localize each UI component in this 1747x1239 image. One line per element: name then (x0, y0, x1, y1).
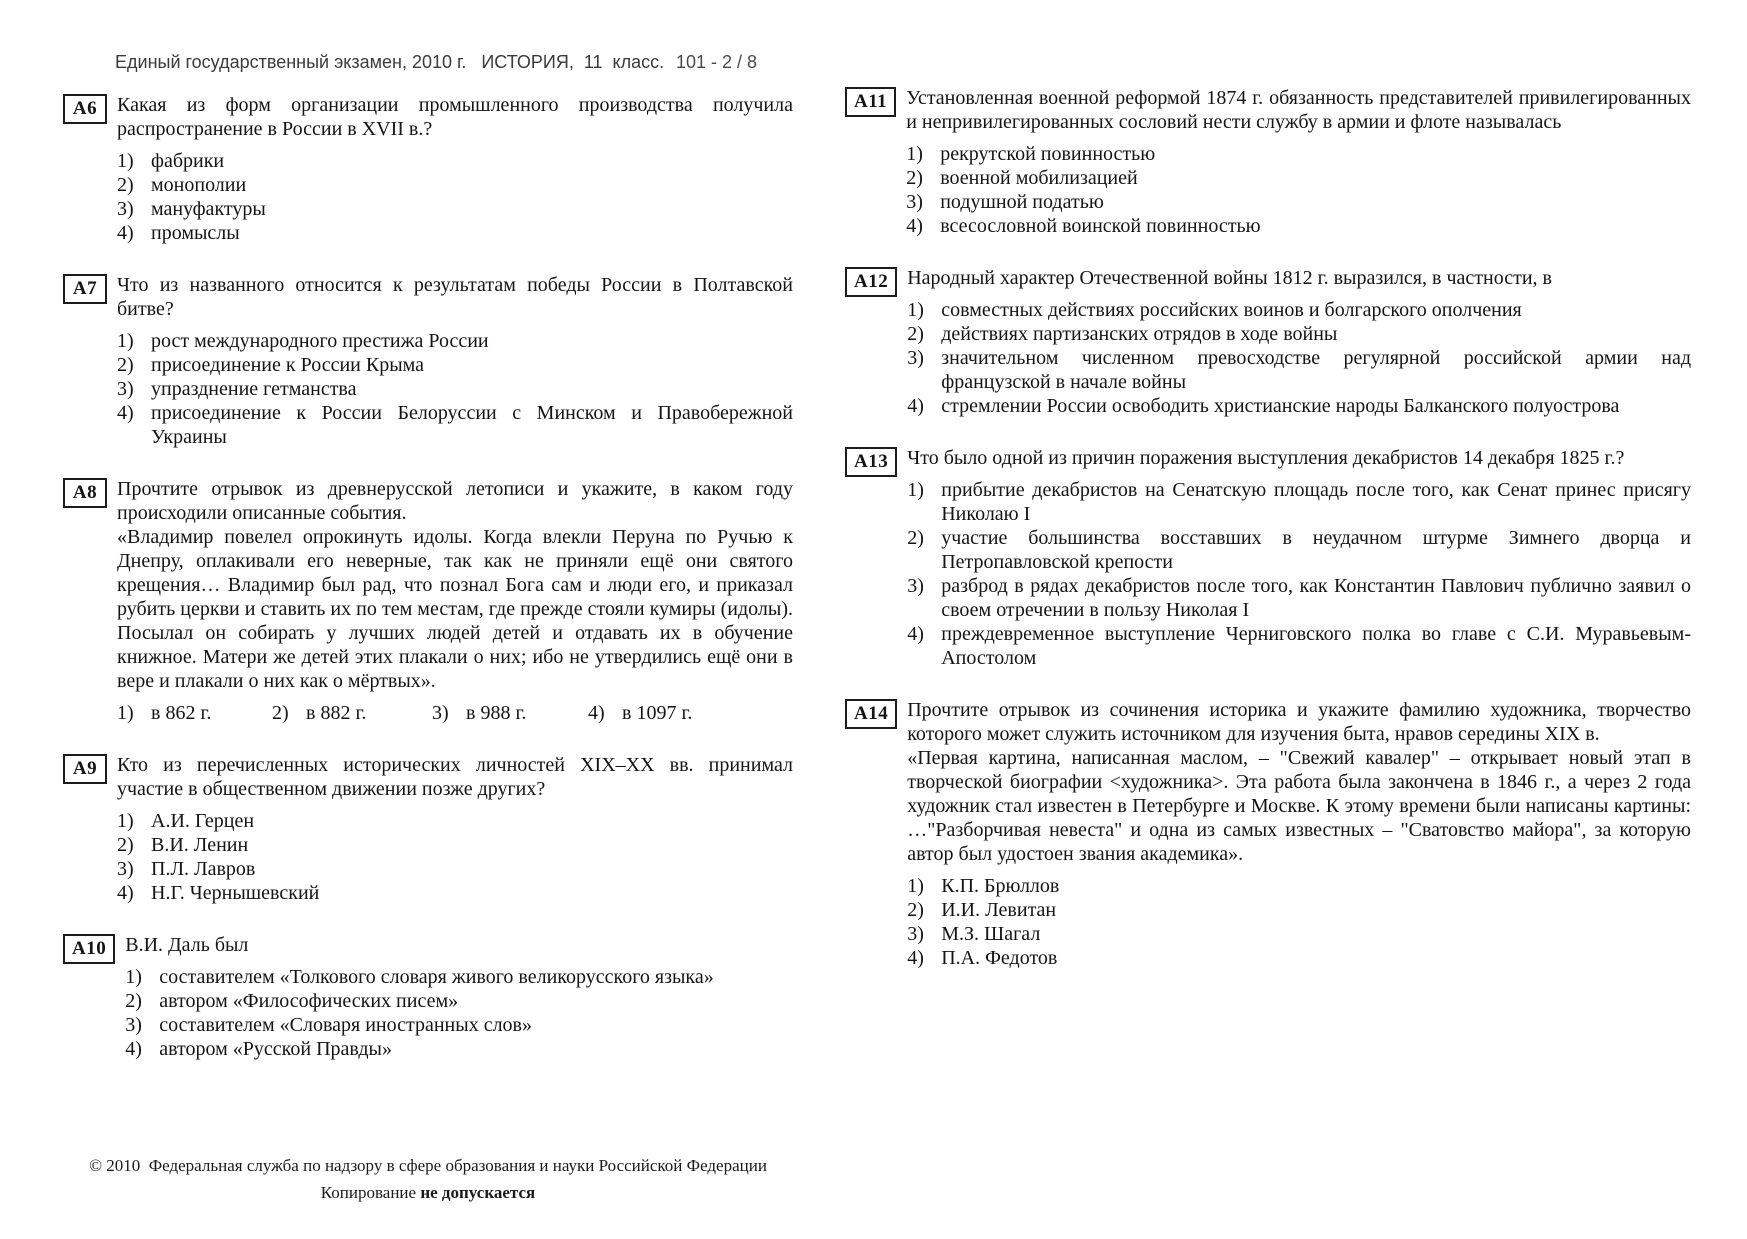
option-number: 2) (117, 354, 134, 376)
option-text: В.И. Ленин (151, 834, 249, 856)
page-footer (63, 1152, 793, 1206)
footer-notice-prefix: Копирование (320, 1183, 421, 1202)
option-number: 4) (117, 222, 134, 244)
option-text: всесословной воинской повинностью (940, 215, 1261, 237)
option-text: разброд в рядах декабристов после того, как Константин Павлович публично заявил о своем отречении в пользу Николая I (941, 575, 1691, 621)
option-text: автором «Русской Правды» (159, 1038, 392, 1060)
question-passage: «Владимир повелел опрокинуть идолы. Когда влекли Перуна по Ручью к Днепру, оплакивали его неверные, так как не приняли ещё они святого крещения… Владимир был рад, что познал Бога сам и люди его, и приказал рубить церкви и ставить их по тем местам, где прежде стояли кумиры (идолы). Посылал он собирать у лучших людей детей и отдавать их в обучение книжное. Матери же детей этих плакали о них; ибо не утвердились ещё они в вере и плакали о них как о мёртвых». (117, 526, 793, 692)
answer-option (125, 1013, 793, 1037)
answer-option (588, 701, 793, 725)
answer-option (907, 574, 1691, 622)
answer-option (117, 173, 793, 197)
right-questions (845, 86, 1691, 970)
answer-option (907, 526, 1691, 574)
option-number: 1) (117, 150, 134, 172)
option-number: 1) (907, 479, 924, 501)
option-text: присоединение к России Крыма (151, 354, 425, 376)
option-number: 4) (125, 1038, 142, 1060)
option-text: рост международного престижа России (151, 330, 489, 352)
answer-option (906, 214, 1691, 238)
option-text: присоединение к России Белоруссии с Минском и Правобережной Украины (151, 402, 793, 448)
options-list (117, 809, 793, 905)
answer-option (117, 881, 793, 905)
question-block (845, 266, 1691, 418)
question-text: Какая из форм организации промышленного производства получила распространение в России в XVII в.? (117, 94, 793, 140)
question-number-box: А13 (845, 447, 897, 477)
option-number: 4) (906, 215, 923, 237)
answer-option (117, 857, 793, 881)
question-block (63, 933, 793, 1061)
options-list (125, 965, 793, 1061)
question-body (117, 753, 793, 905)
question-body (906, 86, 1691, 238)
option-number: 2) (907, 323, 924, 345)
question-block (63, 753, 793, 905)
answer-option (907, 478, 1691, 526)
options-list (907, 874, 1691, 970)
question-number-box: А10 (63, 934, 115, 964)
options-list (117, 149, 793, 245)
option-text: преждевременное выступление Черниговского полка во главе с С.И. Муравьевым-Апостолом (941, 623, 1691, 669)
question-body (125, 933, 793, 1061)
option-text: участие большинства восставших в неудачном штурме Зимнего дворца и Петропавловской крепости (941, 527, 1691, 573)
option-number: 2) (117, 174, 134, 196)
option-text: военной мобилизацией (940, 167, 1138, 189)
option-number: 3) (125, 1014, 142, 1036)
question-body (117, 93, 793, 245)
option-number: 2) (907, 527, 924, 549)
question-body (907, 698, 1691, 970)
option-text: упразднение гетманства (151, 378, 357, 400)
option-number: 4) (117, 882, 134, 904)
options-list (906, 142, 1691, 238)
page-number: 101 - 2 / 8 (675, 52, 757, 72)
option-text: П.А. Федотов (941, 947, 1058, 969)
option-text: в 862 г. (151, 702, 212, 724)
option-number: 3) (906, 191, 923, 213)
option-number: 4) (907, 395, 924, 417)
answer-option (272, 701, 432, 725)
option-number: 4) (907, 947, 924, 969)
question-block (845, 446, 1691, 670)
question-text: Установленная военной реформой 1874 г. обязанность представителей привилегированных и непривилегированных сословий нести службу в армии и флоте называлась (906, 87, 1691, 133)
option-text: промыслы (151, 222, 240, 244)
option-text: действиях партизанских отрядов в ходе войны (941, 323, 1338, 345)
question-block (63, 273, 793, 449)
question-body (117, 273, 793, 449)
answer-option (117, 197, 793, 221)
option-text: в 882 г. (306, 702, 367, 724)
question-text: Прочтите отрывок из древнерусской летописи и укажите, в каком году происходили описанные события. (117, 478, 793, 524)
question-text: Прочтите отрывок из сочинения историка и укажите фамилию художника, творчество которого может служить источником для изучения быта, нравов середины XIX в. (907, 699, 1691, 745)
option-text: мануфактуры (151, 198, 266, 220)
answer-option (117, 833, 793, 857)
option-number: 2) (117, 834, 134, 856)
answer-option (906, 190, 1691, 214)
option-text: автором «Философических писем» (159, 990, 459, 1012)
option-number: 4) (117, 402, 134, 424)
question-passage: «Первая картина, написанная маслом, – "Свежий кавалер" – открывает новый этап в творческой биографии <художника>. Эта работа была закончена в 1846 г., а через 2 года художник стал известен в Петербурге и Москве. К этому времени были написаны картины: …"Разборчивая невеста" и одна из самых известных – "Сватовство майора", за которую автор был удостоен звания академика». (907, 747, 1691, 865)
footer-notice (63, 1179, 793, 1206)
option-number: 2) (907, 899, 924, 921)
answer-option (907, 622, 1691, 670)
option-text: в 988 г. (466, 702, 527, 724)
option-text: монополии (151, 174, 247, 196)
option-number: 3) (907, 923, 924, 945)
option-number: 1) (906, 143, 923, 165)
answer-option (117, 377, 793, 401)
option-text: И.И. Левитан (941, 899, 1057, 921)
answer-option (907, 394, 1691, 418)
question-block (63, 477, 793, 725)
options-list (907, 298, 1691, 418)
option-text: прибытие декабристов на Сенатскую площадь после того, как Сенат принес присягу Николаю I (941, 479, 1691, 525)
question-block (845, 86, 1691, 238)
question-number-box: А14 (845, 699, 897, 729)
answer-option (907, 874, 1691, 898)
answer-option (117, 329, 793, 353)
option-text: рекрутской повинностью (940, 143, 1156, 165)
left-column (63, 52, 793, 1202)
question-text: Народный характер Отечественной войны 1812 г. выразился, в частности, в (907, 267, 1552, 289)
answer-option (117, 701, 272, 725)
option-text: А.И. Герцен (151, 810, 255, 832)
answer-option (907, 346, 1691, 394)
question-text: В.И. Даль был (125, 934, 249, 956)
option-number: 2) (272, 702, 289, 724)
option-number: 3) (907, 575, 924, 597)
question-number-box: А7 (63, 274, 107, 304)
answer-option (117, 401, 793, 449)
option-number: 3) (117, 378, 134, 400)
answer-option (907, 898, 1691, 922)
options-list (117, 701, 793, 725)
question-number-box: А8 (63, 478, 107, 508)
answer-option (907, 322, 1691, 346)
question-block (63, 93, 793, 245)
answer-option (125, 989, 793, 1013)
option-number: 2) (125, 990, 142, 1012)
answer-option (432, 701, 588, 725)
right-column (845, 86, 1691, 998)
question-block (845, 698, 1691, 970)
question-number-box: А6 (63, 94, 107, 124)
options-list (117, 329, 793, 449)
option-number: 1) (125, 966, 142, 988)
page-header (63, 52, 793, 73)
answer-option (125, 1037, 793, 1061)
option-number: 3) (117, 858, 134, 880)
option-number: 1) (117, 330, 134, 352)
option-text: в 1097 г. (622, 702, 693, 724)
option-number: 4) (907, 623, 924, 645)
option-text: составителем «Словаря иностранных слов» (159, 1014, 532, 1036)
answer-option (117, 353, 793, 377)
question-text: Кто из перечисленных исторических личностей XIX–XX вв. принимал участие в общественном движении позже других? (117, 754, 793, 800)
answer-option (117, 809, 793, 833)
question-number-box: А9 (63, 754, 107, 784)
option-text: стремлении России освободить христианские народы Балканского полуострова (941, 395, 1620, 417)
question-text: Что из названного относится к результатам победы России в Полтавской битве? (117, 274, 793, 320)
answer-option (117, 149, 793, 173)
option-number: 4) (588, 702, 605, 724)
answer-option (907, 946, 1691, 970)
answer-option (125, 965, 793, 989)
left-questions (63, 93, 793, 1061)
question-number-box: А11 (845, 87, 896, 117)
option-text: Н.Г. Чернышевский (151, 882, 320, 904)
option-number: 1) (117, 810, 134, 832)
footer-notice-bold: не допускается (420, 1183, 536, 1202)
question-number-box: А12 (845, 267, 897, 297)
option-text: М.З. Шагал (941, 923, 1041, 945)
question-body (117, 477, 793, 725)
answer-option (906, 166, 1691, 190)
option-number: 2) (906, 167, 923, 189)
option-text: совместных действиях российских воинов и болгарского ополчения (941, 299, 1522, 321)
answer-option (907, 298, 1691, 322)
option-text: П.Л. Лавров (151, 858, 256, 880)
question-text: Что было одной из причин поражения выступления декабристов 14 декабря 1825 г.? (907, 447, 1625, 469)
answer-option (117, 221, 793, 245)
option-text: значительном численном превосходстве регулярной российской армии над французской в начале войны (941, 347, 1691, 393)
answer-option (906, 142, 1691, 166)
option-text: составителем «Толкового словаря живого великорусского языка» (159, 966, 714, 988)
answer-option (907, 922, 1691, 946)
exam-header-text: Единый государственный экзамен, 2010 г. ИСТОРИЯ, 11 класс. (115, 52, 665, 72)
question-body (907, 446, 1691, 670)
options-list (907, 478, 1691, 670)
question-body (907, 266, 1691, 418)
option-number: 1) (117, 702, 134, 724)
option-text: подушной податью (940, 191, 1104, 213)
option-text: фабрики (151, 150, 225, 172)
option-number: 3) (907, 347, 924, 369)
option-number: 1) (907, 875, 924, 897)
option-text: К.П. Брюллов (941, 875, 1060, 897)
option-number: 3) (117, 198, 134, 220)
option-number: 3) (432, 702, 449, 724)
footer-copyright: © 2010 Федеральная служба по надзору в сфере образования и науки Российской Федерации (89, 1156, 767, 1175)
option-number: 1) (907, 299, 924, 321)
